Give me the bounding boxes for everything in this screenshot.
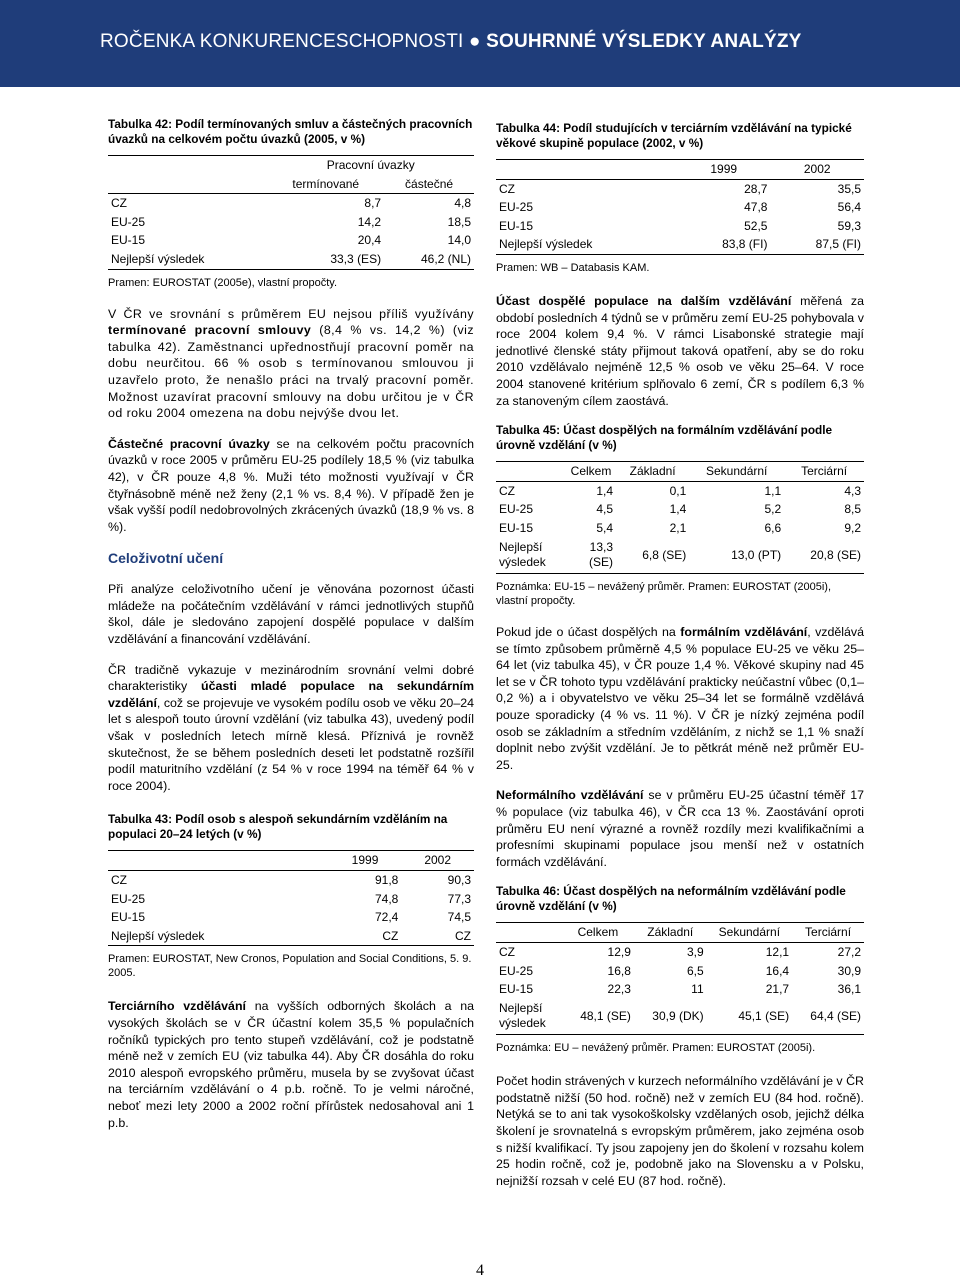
cell-value: 9,2: [844, 520, 861, 535]
table-44-source: Pramen: WB – Databasis KAM.: [496, 261, 650, 274]
table-46-source: Poznámka: EU – nevážený průměr. Pramen: EUROSTAT (2005i).: [496, 1042, 816, 1055]
table-46-corner: [496, 923, 562, 943]
row-label: EU-25: [111, 891, 146, 906]
row-label: CZ: [111, 873, 127, 887]
cell-value: 16,4: [765, 963, 790, 978]
table-45-corner: [496, 462, 566, 482]
table-row: [496, 538, 864, 574]
table-42-group-header: Pracovní úvazky: [267, 156, 474, 175]
paragraph-lifelong-learning: Při analýze celoživotního učení je věnována pozornost účasti mládeže na počátečním vzdělávání v rámci jednotlivých stupňů škol, dále je sledováno zapojení dospělé populace v dalším vzdělávání a financování vzdělávání.: [108, 582, 474, 647]
table-45-source: Poznámka: EU-15 – nevážený průměr. Pramen: EUROSTAT (2005i), vlastní propočty.: [496, 581, 832, 607]
table-row: [108, 927, 474, 946]
table-44-corner: [496, 160, 677, 180]
cell-value: 22,3: [607, 982, 631, 997]
cell-value: 21,7: [765, 982, 790, 997]
cell-value: 20,8 (SE): [784, 538, 864, 574]
cell-value: 6,6: [764, 520, 782, 535]
table-45-col-header: Základní: [616, 462, 689, 482]
table-43-col-header: 1999: [329, 851, 402, 871]
cell-value: 27,2: [837, 944, 861, 959]
text-run: se v průměru EU-25 účastní téměř 17 % populace (viz tabulka 46), v ČR cca 13 %. Zaostávání oproti průměru EU není výrazné a rovněž rozdíly mezi kvalifikačními a profesními skupinami populace jsou menší než v ostatních formách vzdělávání.: [496, 788, 864, 869]
header-section-title: SOUHRNNÉ VÝSLEDKY ANALÝZY: [486, 31, 802, 52]
cell-value: 1,4: [596, 483, 613, 498]
header-publication-title: ROČENKA KONKURENCESCHOPNOSTI: [100, 31, 464, 52]
table-44-col-header: 2002: [770, 160, 864, 180]
cell-value: 74,5: [447, 910, 471, 925]
cell-value: 87,5 (FI): [770, 235, 864, 254]
row-label: Nejlepší výsledek: [496, 999, 562, 1035]
cell-value: 4,5: [596, 502, 613, 517]
row-label: EU-15: [499, 218, 534, 233]
cell-value: 1,4: [669, 502, 687, 517]
cell-value: 45,1 (SE): [707, 999, 792, 1035]
cell-value: 14,2: [357, 214, 382, 229]
cell-value: 8,7: [364, 196, 382, 211]
table-row: [496, 999, 864, 1035]
table-42-corner: [108, 156, 267, 175]
cell-value: 16,8: [607, 963, 631, 978]
paragraph-non-formal-education: [496, 787, 864, 870]
cell-value: 0,1: [669, 483, 687, 498]
table-row: [496, 962, 864, 981]
table-44-col-header: 1999: [677, 160, 771, 180]
paragraph-fixed-term-contracts: [108, 306, 474, 422]
text-run: na vyšších odborných školách a na vysokých školách se v ČR účastní kolem 35,5 % populačních ročníků typických pro tento stupeň vzdělávání, což je podstatně méně než v zemích EU (viz tabulka 44). Aby ČR dosáhla do roku 2010 alespoň evropského průměru, musela by se zvyšovat účast na terciárním vzdělávání o 4 p.b. ročně. To je velmi náročné, neboť mezi lety 2000 a 2002 roční přírůstek nedosahoval ani 1 p.b.: [108, 999, 474, 1130]
paragraph-secondary-education: [108, 662, 474, 795]
cell-value: 14,0: [447, 233, 471, 248]
cell-value: 12,9: [607, 944, 631, 959]
cell-value: 72,4: [374, 910, 399, 925]
table-44-caption: Tabulka 44: Podíl studujících v terciárním vzdělávání na typické věkové skupině populace (2002, v %): [496, 121, 852, 150]
table-43-corner: [108, 851, 329, 871]
table-row: [496, 198, 864, 217]
table-row: [496, 235, 864, 254]
table-row: [496, 519, 864, 538]
cell-value: 59,3: [837, 218, 861, 233]
cell-value: 56,4: [837, 200, 861, 215]
table-43: [108, 850, 474, 946]
cell-value: 11: [691, 982, 704, 997]
row-label: EU-15: [111, 233, 146, 248]
table-row: [108, 213, 474, 232]
page-number: 4: [476, 1262, 484, 1279]
cell-value: 3,9: [686, 944, 704, 959]
table-row: [496, 179, 864, 198]
table-row: [496, 217, 864, 236]
table-42-caption: Tabulka 42: Podíl termínovaných smluv a částečných pracovních úvazků na celkovém počtu úvazků (2005, v %): [108, 117, 473, 146]
row-label: CZ: [499, 181, 515, 196]
paragraph-training-hours: Počet hodin strávených v kurzech neformálního vzdělávání je v ČR podstatně nižší (50 hod. ročně) než v zemích EU (84 hod. ročně). Netýká se to ani tak vysokoškolsky vzdělaných osob, jejichž délka školení je srovnatelná s evropským průměrem, jako zejména osob s nižší kvalifikací. Ty jsou zapojeny jen do školení v rozsahu kolem 25 hodin ročně, což je, podobně jako na Slovensku a v Polsku, nejnižší rozsah v celé EU (87 hod. ročně).: [496, 1074, 864, 1188]
row-label: EU-25: [499, 502, 534, 517]
cell-value: 33,3 (ES): [267, 250, 384, 269]
text-run: V ČR ve srovnání s průměrem EU nejsou příliš využívány: [108, 306, 474, 321]
row-label: EU-25: [111, 214, 146, 229]
paragraph-tertiary-education: [108, 998, 474, 1131]
row-label: Nejlepší výsledek: [496, 538, 566, 574]
table-42-col-header: částečné: [384, 175, 474, 194]
paragraph-part-time: [108, 436, 474, 536]
row-label: EU-25: [499, 963, 534, 978]
cell-value: CZ: [401, 927, 474, 946]
text-run: se na celkovém počtu pracovních úvazků v roce 2005 v průměru EU-25 podílely 18,5 % (viz tabulka 42), v ČR pouze 4,8 %. Muži této možnosti využívají v ČR čtyřnásobně méně než ženy (2,1 % vs. 8,4 %). V případě žen je však vyšší podíl nedobrovolných zkrácených úvazků (18,9 % vs. 8 %).: [108, 436, 474, 534]
cell-value: 30,9: [837, 963, 861, 978]
page-header-bar: [0, 0, 960, 87]
cell-value: 6,8 (SE): [616, 538, 689, 574]
bold-term: Terciárního vzdělávání: [108, 999, 246, 1014]
right-column: [496, 117, 864, 1203]
cell-value: 48,1 (SE): [562, 999, 634, 1035]
table-46-col-header: Základní: [634, 923, 707, 943]
cell-value: 47,8: [744, 200, 768, 215]
cell-value: 83,8 (FI): [677, 235, 771, 254]
cell-value: 5,2: [764, 502, 782, 517]
text-run: , vzdělává se tímto způsobem průměrně 4,5 % populace EU-25 ve věku 25–64 let (viz tabulka 45), v ČR pouze 1,4 %. Věkové skupiny nad 45 let se v ČR tohoto typu vzdělávání prakticky neúčastní vůbec (0,1–0,2 %) a i obyvatelstvo ve věku 25–34 let se formálně vzdělává pouze sporadicky (4 % vs. 11 %). V ČR je nízký zejména podíl osob se základním a středním vzděláním, z nichž se 1,1 % snaží doplnit nebo zvýšit vzdělání. Je to pětkrát méně než průměr EU-25.: [496, 625, 865, 772]
paragraph-adult-participation: [496, 293, 864, 409]
table-45-col-header: Sekundární: [689, 462, 784, 482]
cell-value: 77,3: [447, 891, 471, 906]
text-run: (8,4 % vs. 14,2 %) (viz tabulka 42). Zaměstnanci upřednostňují pracovní poměr na dobu neurčitou. 66 % osob s termínovanou smlouvou ji uzavřelo proto, že nenašlo práci na trvalý pracovní poměr. Možnost uzavírat pracovní smlouvy na dobu určitou je v ČR od roku 2004 omezena na dobu nejvýše dvou let.: [108, 323, 475, 421]
table-42-source: Pramen: EUROSTAT (2005e), vlastní propočty.: [108, 276, 338, 289]
cell-value: 28,7: [744, 181, 768, 196]
cell-value: 4,8: [454, 196, 471, 211]
cell-value: CZ: [329, 927, 402, 946]
table-46-col-header: Terciární: [792, 923, 864, 943]
table-45-col-header: Celkem: [566, 462, 616, 482]
row-label: EU-15: [111, 910, 146, 925]
header-bullet: ●: [468, 31, 481, 52]
table-row: [108, 890, 474, 909]
cell-value: 30,9 (DK): [634, 999, 707, 1035]
text-run: , což se projevuje ve vysokém podílu osob ve věku 20–24 let s alespoň touto úrovní vzdělání (viz tabulka 43), uvedený podíl však v posledních letech mírně klesá. Příznivá je rovněž skutečnost, že se během posledních deseti let podstatně rozšířil podíl maturitního vzdělání (z 54 % v roce 1994 na téměř 64 % v roce 2004).: [108, 695, 474, 793]
cell-value: 1,1: [764, 483, 782, 498]
row-label: CZ: [499, 483, 515, 498]
cell-value: 20,4: [357, 233, 382, 248]
bold-term: Neformálního vzdělávání: [496, 788, 644, 803]
cell-value: 12,1: [765, 944, 790, 959]
table-row: [108, 908, 474, 927]
table-43-caption: Tabulka 43: Podíl osob s alespoň sekundárním vzděláním na populaci 20–24 letých (v %): [108, 812, 448, 842]
bold-term: Účast dospělé populace na dalším vzdělávání: [496, 293, 792, 308]
table-row: [108, 250, 474, 269]
row-label: Nejlepší výsledek: [496, 235, 677, 254]
cell-value: 36,1: [837, 982, 861, 997]
cell-value: 64,4 (SE): [792, 999, 864, 1035]
cell-value: 35,5: [837, 181, 861, 196]
table-row: [496, 481, 864, 500]
cell-value: 2,1: [669, 520, 687, 535]
row-label: EU-25: [499, 200, 534, 215]
bold-term: formálním vzdělávání: [680, 625, 808, 639]
table-44: [496, 159, 864, 255]
text-run: ČR tradičně vykazuje v mezinárodním srovnání velmi dobré charakteristiky: [108, 662, 474, 694]
table-46-col-header: Celkem: [562, 923, 634, 943]
cell-value: 8,5: [844, 502, 861, 517]
cell-value: 5,4: [596, 520, 613, 535]
left-column: [108, 117, 474, 1145]
row-label: CZ: [111, 196, 127, 211]
cell-value: 13,3 (SE): [566, 538, 616, 574]
table-42-corner-2: [108, 175, 267, 194]
table-row: [496, 980, 864, 999]
cell-value: 74,8: [374, 891, 399, 906]
table-row: [108, 871, 474, 890]
table-row: [496, 500, 864, 519]
cell-value: 90,3: [447, 873, 471, 887]
table-45-caption: Tabulka 45: Účast dospělých na formálním vzdělávání podle úrovně vzdělání (v %): [496, 423, 833, 453]
text-run: měřená za období posledních 4 týdnů se v průměru zemí EU-25 pohybovala v roce 2004 kolem 9,4 %. V rámci Lisabonské strategie mají jednotlivé členské státy přijmout taková opatření, aby se do roku 2010 vzdělávalo nejméně 12,5 % osob ve věku 25–64. V roce 2004 stanovené kritérium splňovalo 6 zemí, ČR s podílem 6,3 % za stanoveným cílem zaostává.: [496, 293, 864, 408]
cell-value: 6,5: [686, 963, 704, 978]
running-header: [100, 30, 802, 54]
table-42-col-header: termínované: [267, 175, 384, 194]
row-label: EU-15: [499, 520, 534, 535]
table-row: [108, 231, 474, 250]
text-run: Pokud jde o účast dospělých na: [496, 625, 681, 639]
cell-value: 46,2 (NL): [384, 250, 474, 269]
cell-value: 91,8: [374, 873, 399, 887]
cell-value: 4,3: [844, 483, 861, 498]
paragraph-formal-education: [496, 624, 864, 773]
bold-term: Částečné pracovní úvazky: [108, 436, 270, 451]
bold-term: termínované pracovní smlouvy: [108, 323, 312, 338]
table-row: [496, 942, 864, 961]
row-label: CZ: [499, 944, 515, 959]
table-43-source: Pramen: EUROSTAT, New Cronos, Population and Social Conditions, 5. 9. 2005.: [108, 953, 472, 980]
row-label: Nejlepší výsledek: [108, 250, 267, 269]
table-46: [496, 922, 864, 1035]
table-45: [496, 461, 864, 574]
row-label: Nejlepší výsledek: [108, 927, 329, 946]
cell-value: 18,5: [447, 214, 471, 229]
cell-value: 13,0 (PT): [689, 538, 784, 574]
table-row: [108, 194, 474, 213]
row-label: EU-15: [499, 982, 534, 997]
bold-term: účasti mladé populace na sekundárním vzdělání: [108, 679, 474, 710]
cell-value: 52,5: [744, 218, 768, 233]
table-46-caption: Tabulka 46: Účast dospělých na neformálním vzdělávání podle úrovně vzdělání (v %): [496, 884, 846, 914]
table-46-col-header: Sekundární: [707, 923, 792, 943]
table-45-col-header: Terciární: [784, 462, 864, 482]
table-43-col-header: 2002: [401, 851, 474, 871]
table-42: [108, 155, 474, 270]
section-heading: Celoživotní učení: [108, 550, 224, 567]
